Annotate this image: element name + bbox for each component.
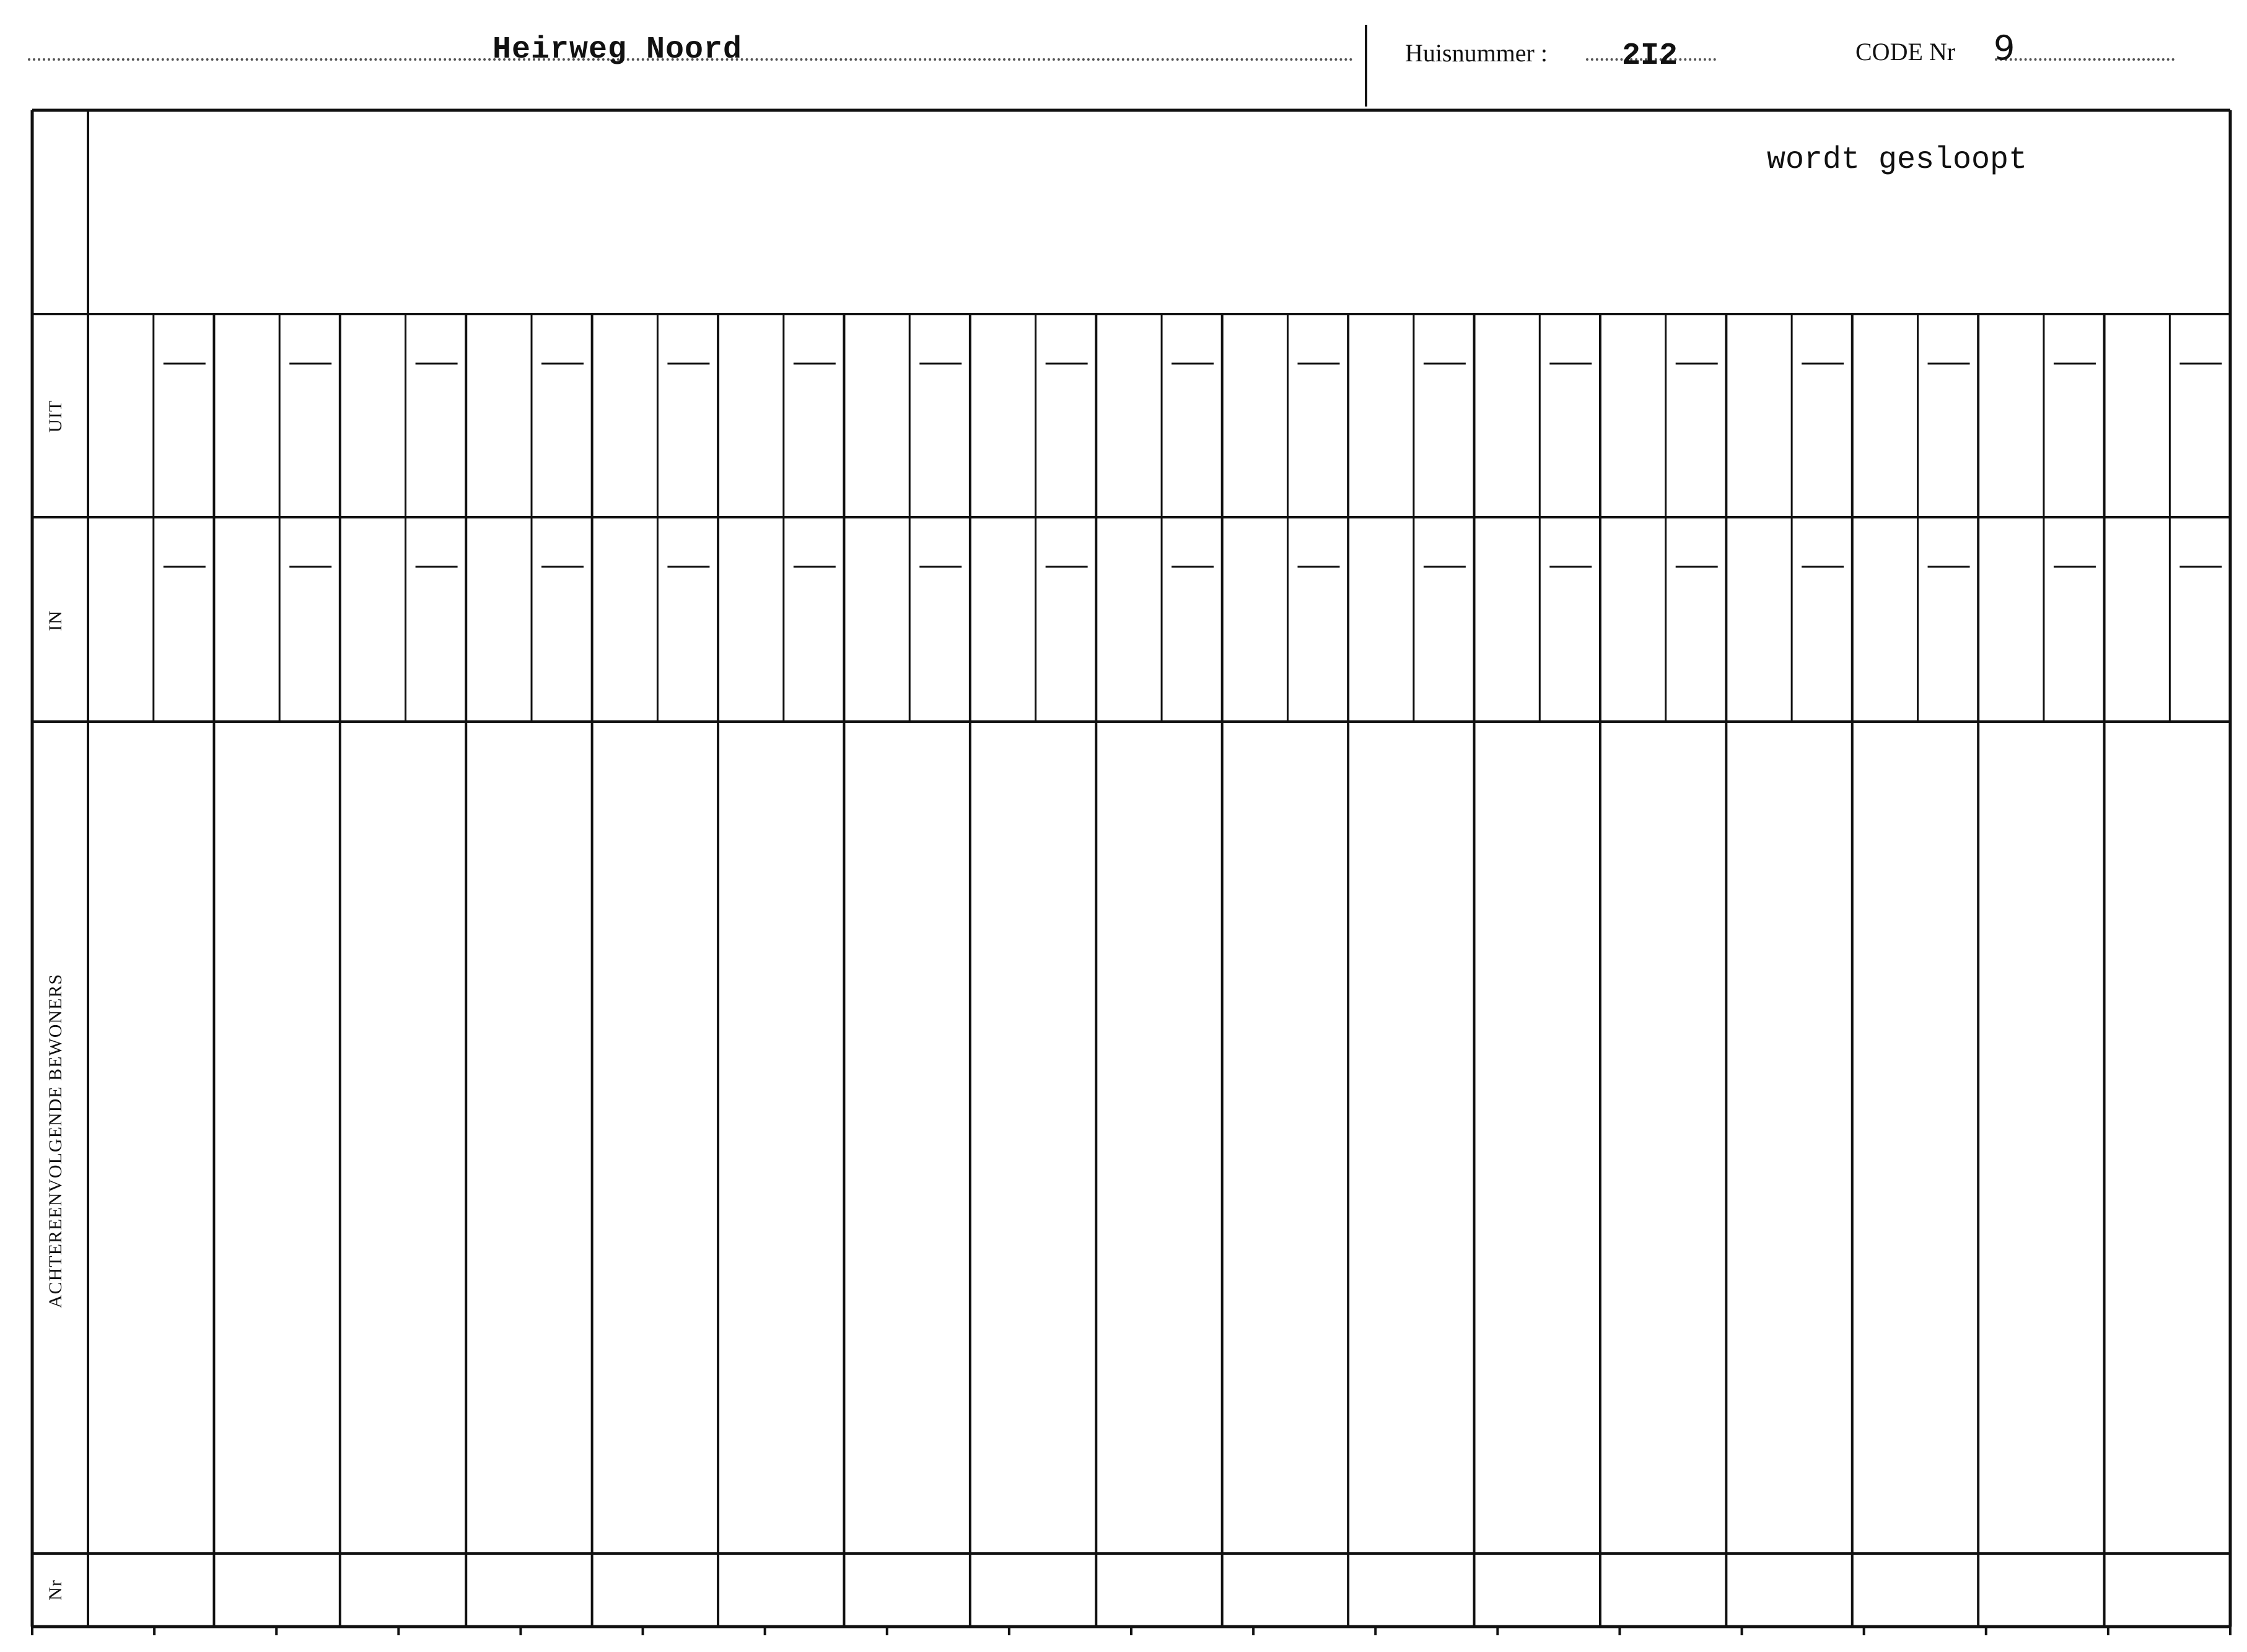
huisnummer-label: Huisnummer : xyxy=(1405,39,1548,67)
remark-text: wordt gesloopt xyxy=(1767,142,2028,178)
row-label-uit: UIT xyxy=(45,400,66,433)
huisnummer-value: 2I2 xyxy=(1622,38,1678,74)
row-label-bewoners: ACHTEREENVOLGENDE BEWONERS xyxy=(45,973,66,1309)
code-value: 9 xyxy=(1994,28,2015,68)
code-label: CODE Nr xyxy=(1855,38,1956,66)
row-label-nr: Nr xyxy=(45,1580,66,1601)
street-name: Heirweg Noord xyxy=(493,32,743,68)
row-label-in: IN xyxy=(45,610,66,631)
